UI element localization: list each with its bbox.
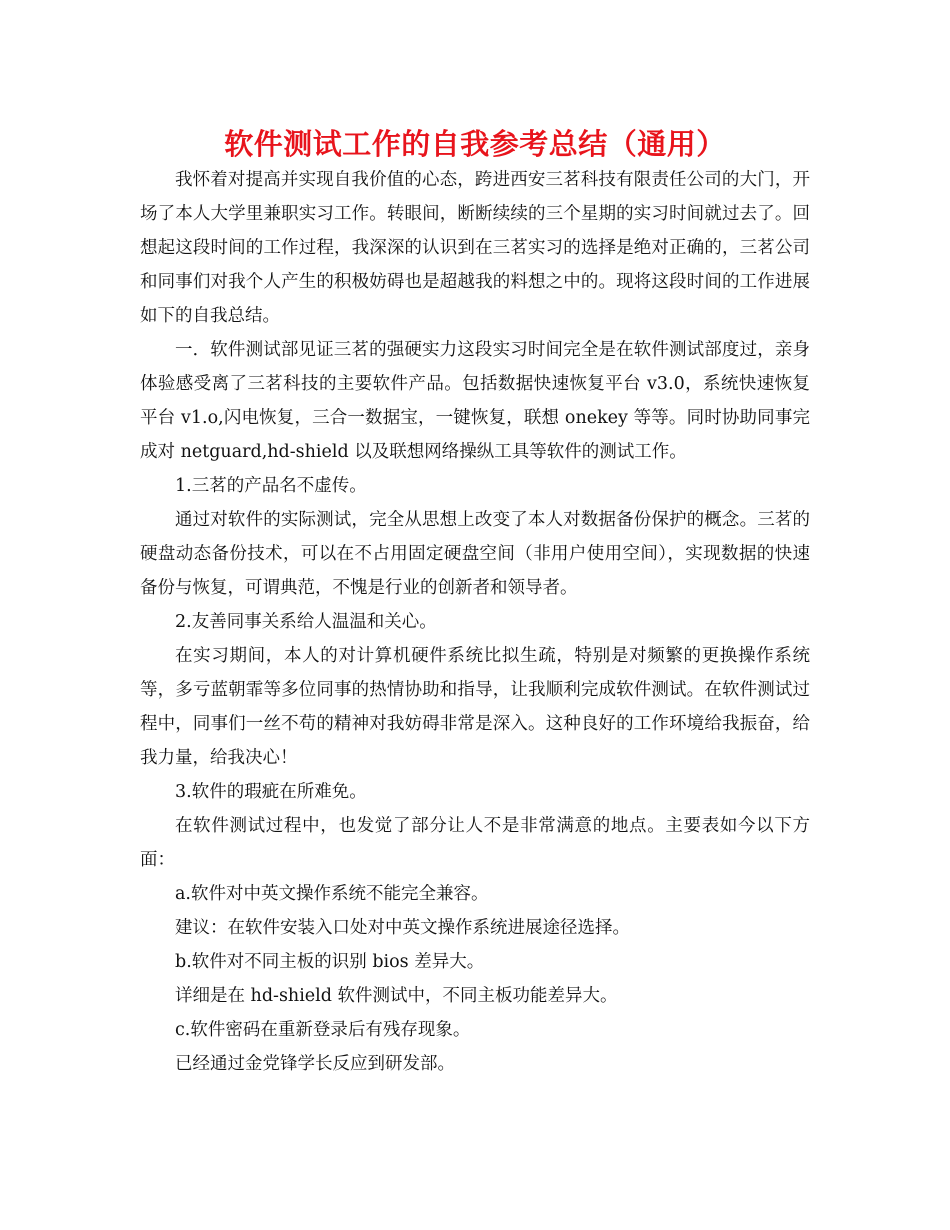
issue-a: a.软件对中英文操作系统不能完全兼容。 xyxy=(175,884,489,904)
suggestion-a: 建议：在软件安装入口处对中英文操作系统进展途径选择。 xyxy=(175,918,630,938)
subheading-1: 1.三茗的产品名不虚传。 xyxy=(175,476,367,496)
subheading-3: 3.软件的瑕疵在所难免。 xyxy=(175,782,367,802)
document-title: 软件测试工作的自我参考总结（通用） xyxy=(224,127,726,161)
document-body xyxy=(140,163,810,1081)
issue-c: c.软件密码在重新登录后有残存现象。 xyxy=(175,1020,471,1040)
paragraph-colleagues: 在实习期间，本人的对计算机硬件系统比拟生疏，特别是对频繁的更换操作系统等，多亏蓝朝霏等多位同事的热情协助和指导，让我顺利完成软件测试。在软件测试过程中，同事们一丝不苟的精神对我妨碍非常是深入。这种良好的工作环境给我振奋，给我力量，给我决心！ xyxy=(140,646,810,768)
subheading-2: 2.友善同事关系给人温温和关心。 xyxy=(175,612,437,632)
detail-c: 已经通过金党锋学长反应到研发部。 xyxy=(175,1054,455,1074)
paragraph-issues: 在软件测试过程中，也发觉了部分让人不是非常满意的地点。主要表如今以下方面： xyxy=(140,816,810,870)
paragraph-product: 通过对软件的实际测试，完全从思想上改变了本人对数据备份保护的概念。三茗的硬盘动态备份技术，可以在不占用固定硬盘空间（非用户使用空间），实现数据的快速备份与恢复，可谓典范，不愧是行业的创新者和领导者。 xyxy=(140,510,810,598)
issue-b: b.软件对不同主板的识别 bios 差异大。 xyxy=(175,952,485,972)
paragraph-section-one: 一．软件测试部见证三茗的强硬实力这段实习时间完全是在软件测试部度过，亲身体验感受离了三茗科技的主要软件产品。包括数据快速恢复平台 v3.0，系统快速恢复平台 v1.o,闪电恢复，三合一数据宝，一键恢复，联想 onekey 等等。同时协助同事完成对 netguard,hd-shield 以及联想网络操纵工具等软件的测试工作。 xyxy=(140,340,810,462)
paragraph-intro: 我怀着对提高并实现自我价值的心态，跨进西安三茗科技有限责任公司的大门，开场了本人大学里兼职实习工作。转眼间，断断续续的三个星期的实习时间就过去了。回想起这段时间的工作过程，我深深的认识到在三茗实习的选择是绝对正确的，三茗公司和同事们对我个人产生的积极妨碍也是超越我的料想之中的。现将这段时间的工作进展如下的自我总结。 xyxy=(140,170,810,326)
detail-b: 详细是在 hd-shield 软件测试中，不同主板功能差异大。 xyxy=(175,986,618,1006)
